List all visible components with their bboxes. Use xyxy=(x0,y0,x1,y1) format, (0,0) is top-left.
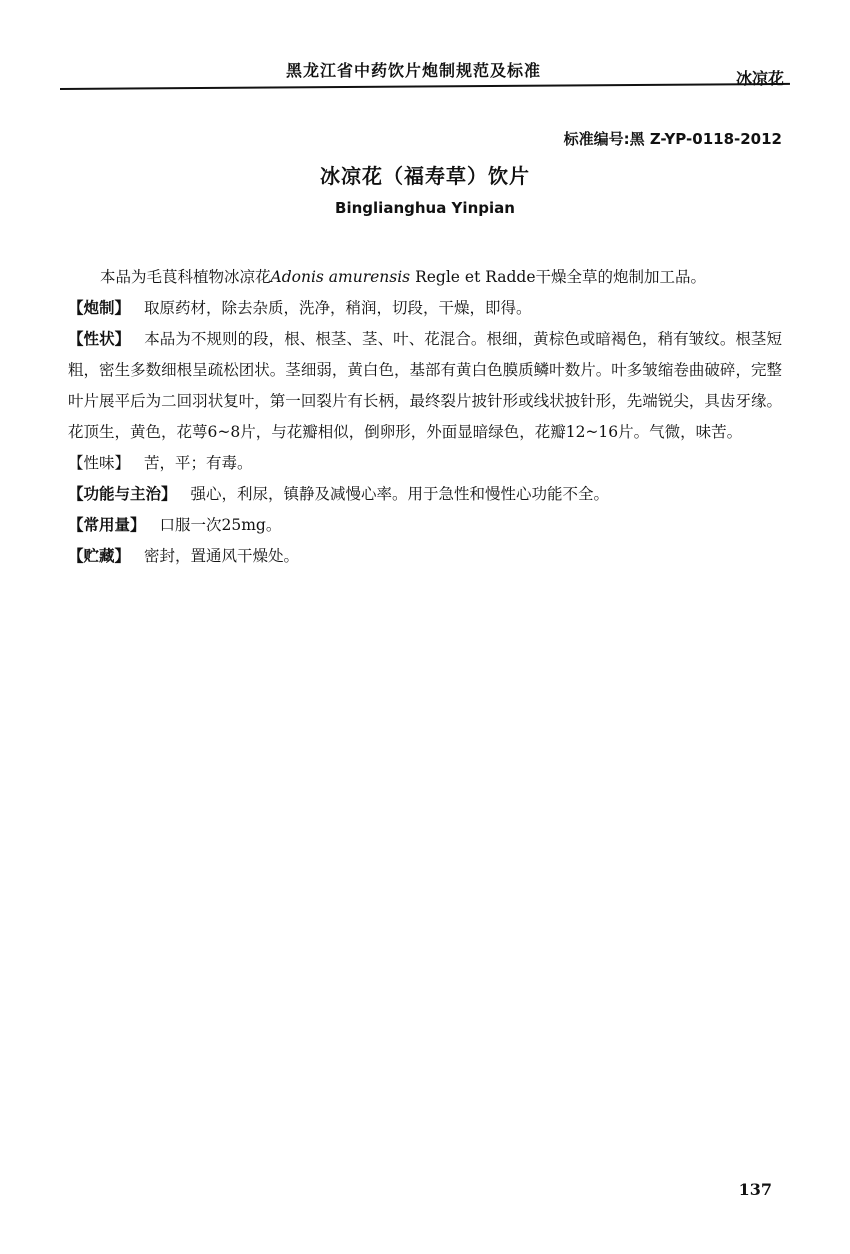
section-text: 密封，置通风干燥处。 xyxy=(144,547,300,565)
page-number: 137 xyxy=(738,1180,772,1199)
header-rule xyxy=(60,83,790,90)
intro-text-after: Regle et Radde干燥全草的炮制加工品。 xyxy=(410,268,707,286)
section-label: 【炮制】 xyxy=(68,299,131,317)
section-text: 口服一次25mg。 xyxy=(159,516,282,534)
section-text: 强心，利尿，镇静及减慢心率。用于急性和慢性心功能不全。 xyxy=(190,485,610,503)
section-text: 本品为不规则的段，根、根茎、茎、叶、花混合。根细，黄棕色或暗褐色，稍有皱纹。根茎短粗，密生多数细根呈疏松团状。茎细弱，黄白色，基部有黄白色膜质鳞叶数片。叶多皱缩卷曲破碎，完整叶片展平后为二回羽状复叶，第一回裂片有长柄，最终裂片披针形或线状披针形，先端锐尖，具齿牙缘。花顶生，黄色，花萼6~8片，与花瓣相似，倒卵形，外面显暗绿色，花瓣12~16片。气微，味苦。 xyxy=(68,330,782,441)
section-label: 【常用量】 xyxy=(68,516,146,534)
section-storage xyxy=(68,541,782,572)
running-header xyxy=(60,52,790,92)
book-title: 黑龙江省中药饮片炮制规范及标准 xyxy=(286,61,542,80)
latin-name: Adonis amurensis xyxy=(270,268,411,286)
intro-paragraph xyxy=(68,262,782,293)
section-function xyxy=(68,479,782,510)
section-name: 冰凉花 xyxy=(735,69,784,88)
page-title: 冰凉花（福寿草）饮片 xyxy=(320,164,530,188)
pinyin-title: Binglianghua Yinpian xyxy=(335,199,515,217)
standard-number: 标准编号:黑 Z-YP-0118-2012 xyxy=(563,130,782,148)
monograph-body xyxy=(68,262,782,572)
section-label: 【性味】 xyxy=(68,454,131,472)
intro-text-before: 本品为毛茛科植物冰凉花 xyxy=(100,268,271,286)
section-nature xyxy=(68,448,782,479)
section-label: 【贮藏】 xyxy=(68,547,131,565)
section-text: 取原药材，除去杂质，洗净，稍润，切段，干燥，即得。 xyxy=(144,299,532,317)
section-label: 【功能与主治】 xyxy=(68,485,177,503)
section-processing xyxy=(68,293,782,324)
section-dosage xyxy=(68,510,782,541)
section-description xyxy=(68,324,782,448)
section-label: 【性状】 xyxy=(68,330,131,348)
section-text: 苦，平；有毒。 xyxy=(144,454,253,472)
